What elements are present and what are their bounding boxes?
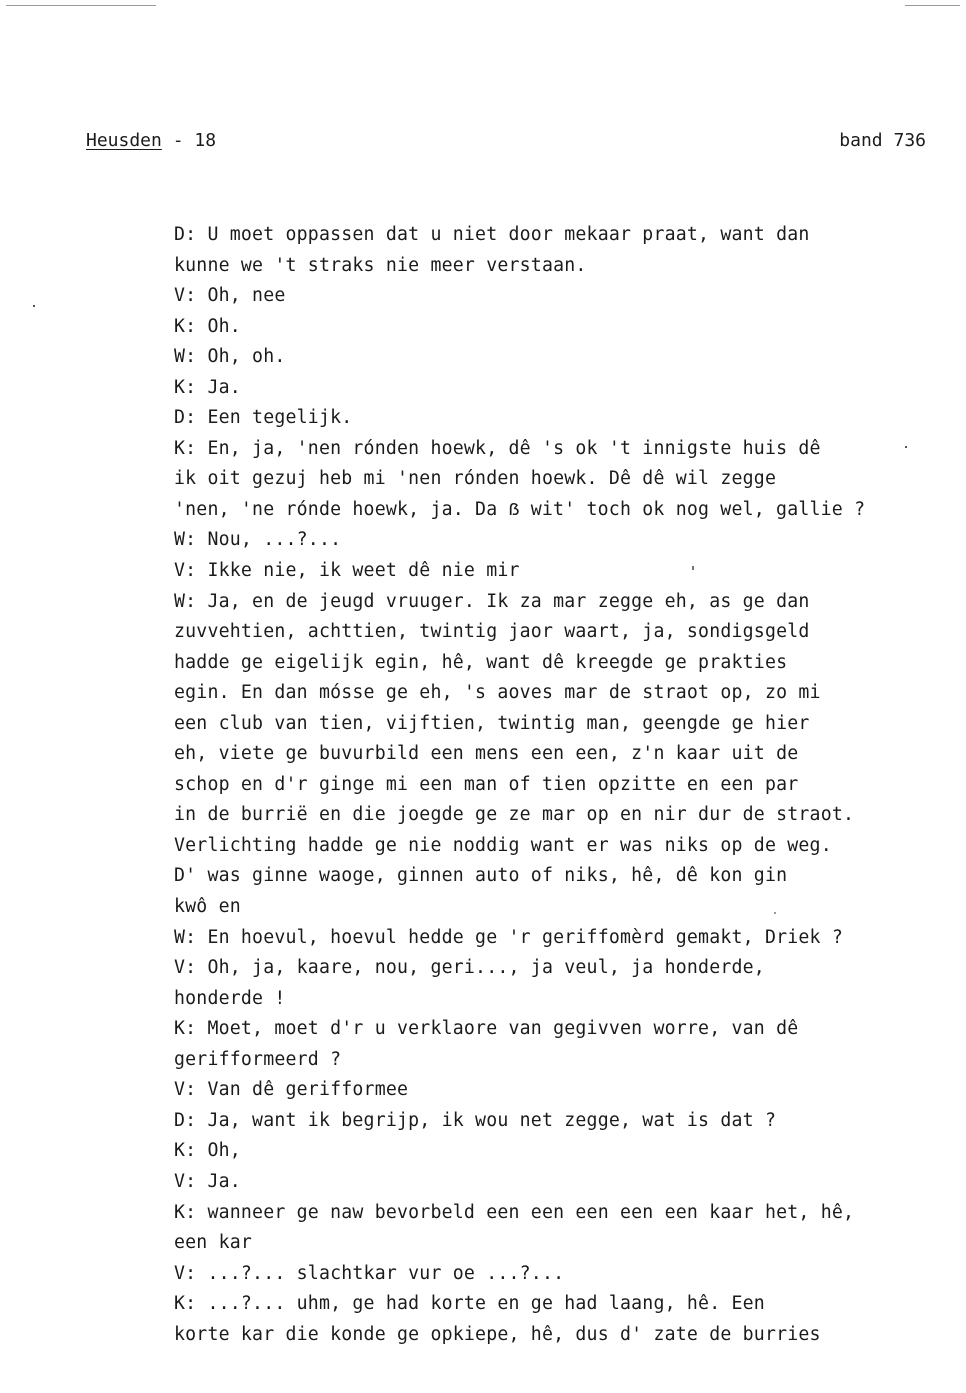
scan-dot (33, 305, 35, 307)
transcript-line: W: En hoevul, hoevul hedde ge 'r geriffomèrd gemakt, Driek ? (174, 926, 843, 948)
transcript-line: kunne we 't straks nie meer verstaan. (174, 254, 587, 276)
transcript-line: V: Oh, ja, kaare, nou, geri..., ja veul, ja honderde, (174, 957, 765, 979)
transcript-line: schop en d'r ginge mi een man of tien opzitte en een par (174, 773, 799, 795)
transcript-line: W: Oh, oh. (174, 346, 286, 368)
transcript-line: Verlichting hadde ge nie noddig want er was niks op de weg. (174, 834, 832, 856)
transcript-line: V: Ja. (174, 1170, 241, 1192)
transcript-line: K: En, ja, 'nen rónden hoewk, dê 's ok 't innigste huis dê (174, 437, 821, 459)
transcript-line: V: Van dê gerifformee (174, 1079, 409, 1101)
transcript-line: zuvvehtien, achttien, twintig jaor waart, ja, sondigsgeld (174, 621, 810, 643)
transcript-line: in de burrië en die joegde ge ze mar op en nir dur de straot. (174, 804, 855, 826)
scan-mark-top-right (905, 5, 960, 6)
transcript-line: D: Een tegelijk. (174, 407, 353, 429)
location-name: Heusden (86, 130, 162, 151)
transcript-line: W: Nou, ...?... (174, 529, 342, 551)
transcript-body (174, 220, 944, 1350)
transcript-line: V: Oh, nee (174, 285, 286, 307)
transcript-line: K: wanneer ge naw bevorbeld een een een een een kaar het, hê, (174, 1201, 855, 1223)
scan-mark-top-left (6, 5, 156, 6)
transcript-line: K: Ja. (174, 376, 241, 398)
transcript-line: een kar (174, 1232, 253, 1254)
transcript-line: een club van tien, vijftien, twintig man, geengde ge hier (174, 712, 810, 734)
transcript-line: hadde ge eigelijk egin, hê, want dê kreegde ge prakties (174, 651, 788, 673)
page-number: 18 (194, 130, 217, 151)
transcript-line: V: Ikke nie, ik weet dê nie mir (174, 560, 520, 582)
header-separator: - (161, 130, 195, 151)
transcript-line: K: Moet, moet d'r u verklaore van gegivven worre, van dê (174, 1018, 799, 1040)
transcript-line: D: U moet oppassen dat u niet door mekaar praat, want dan (174, 224, 810, 245)
transcript-line: eh, viete ge buvurbild een mens een een, z'n kaar uit de (174, 743, 799, 765)
transcript-line: gerifformeerd ? (174, 1048, 342, 1070)
transcript-line: K: Oh. (174, 315, 241, 337)
transcript-line: egin. En dan mósse ge eh, 's aoves mar de straot op, zo mi (174, 682, 821, 704)
transcript-line: D: Ja, want ik begrijp, ik wou net zegge, wat is dat ? (174, 1109, 777, 1131)
transcript-line: W: Ja, en de jeugd vruuger. Ik za mar zegge eh, as ge dan (174, 590, 810, 612)
transcript-line: ik oit gezuj heb mi 'nen rónden hoewk. Dê dê wil zegge (174, 468, 777, 490)
transcript-line: kwô en (174, 896, 241, 918)
transcript-line: 'nen, 'ne rónde hoewk, ja. Da ẞ wit' toch ok nog wel, gallie ? (174, 498, 866, 520)
header-left (86, 130, 216, 151)
transcript-line: honderde ! (174, 987, 286, 1009)
transcript-line: V: ...?... slachtkar vur oe ...?... (174, 1262, 565, 1284)
page-header (86, 130, 926, 156)
tape-number: band 736 (839, 130, 926, 151)
transcript-line: korte kar die konde ge opkiepe, hê, dus d' zate de burries (174, 1323, 821, 1345)
transcript-line: K: Oh, (174, 1140, 241, 1162)
transcript-line: D' was ginne waoge, ginnen auto of niks, hê, dê kon gin (174, 865, 788, 887)
transcript-line: K: ...?... uhm, ge had korte en ge had laang, hê. Een (174, 1293, 765, 1315)
